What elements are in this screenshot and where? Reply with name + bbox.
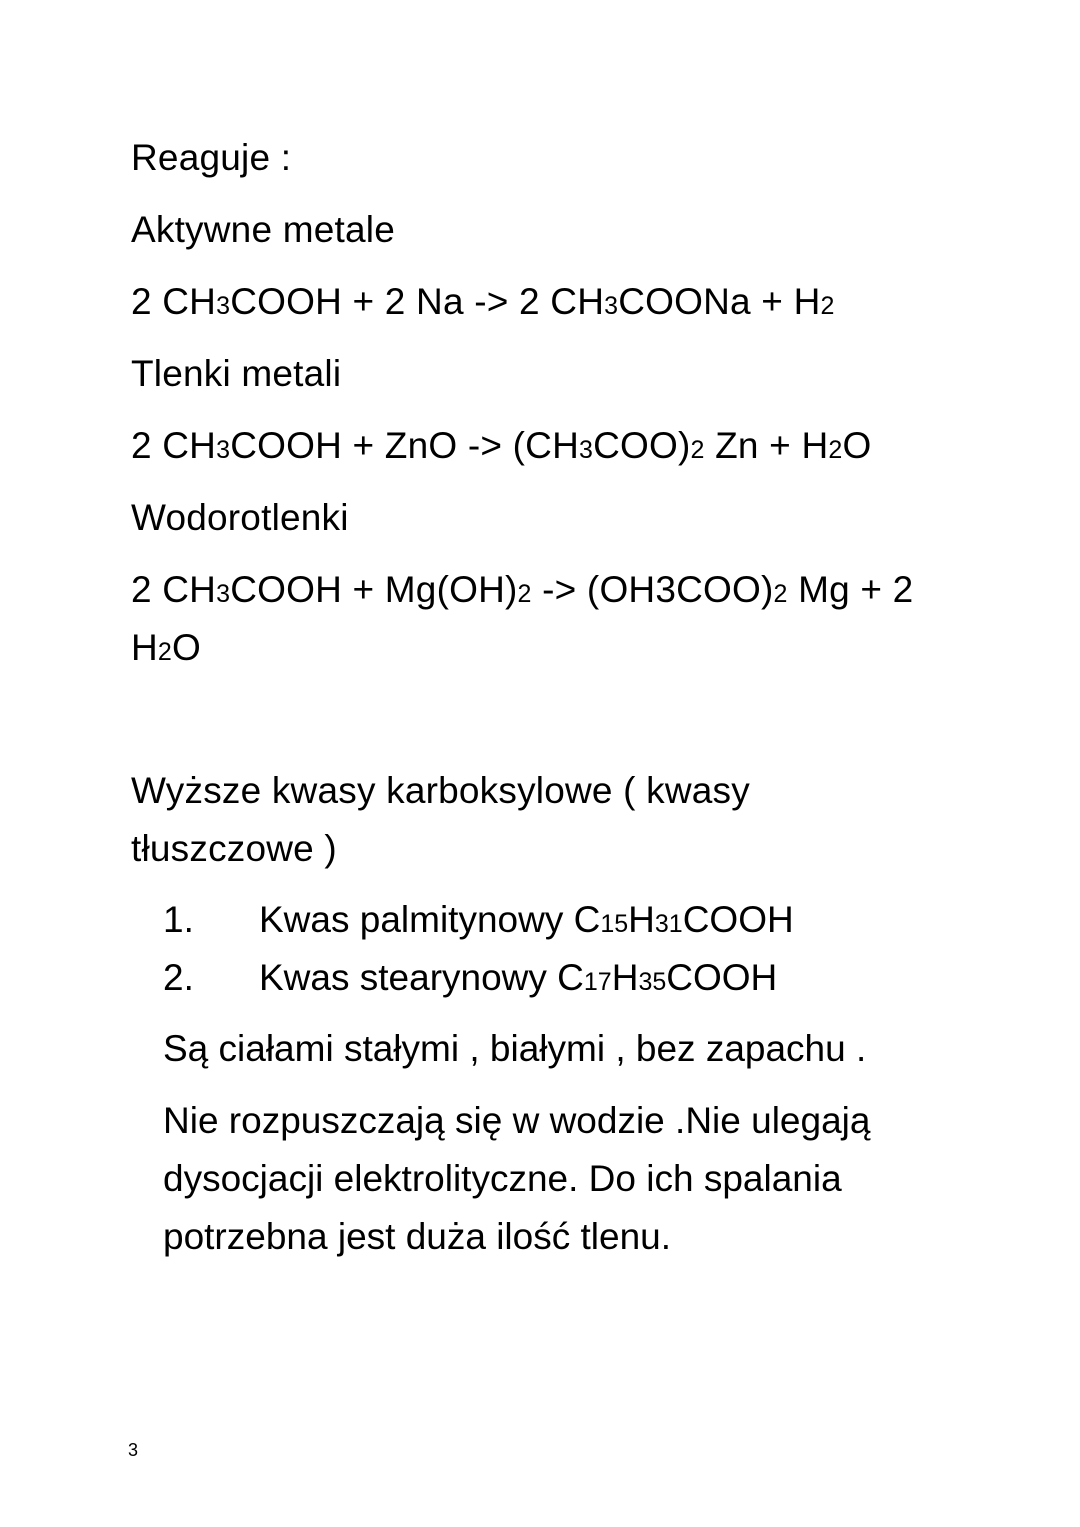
formula-text: COOH + Mg(OH) [230,569,518,610]
reactions-heading: Reaguje : [131,137,292,178]
list-item-number: 1. [163,899,194,940]
formula-text: 2 CH [131,281,217,322]
formula-text: COO) [593,425,691,466]
subscript-digit: 2 [820,292,835,320]
formula-text: O [172,627,202,668]
formula-text: COOH + ZnO -> (CH [230,425,579,466]
list-item-text [259,957,777,998]
formula-text: H [131,627,158,668]
solubility-text-line1: Nie rozpuszczają się w wodzie .Nie ulegają [163,1100,871,1141]
subscript-digit: 2 [773,580,788,608]
list-item [163,891,794,953]
fatty-acids-heading-line2: tłuszczowe ) [131,828,337,869]
subscript-digit: 2 [517,580,532,608]
subscript-digit: 3 [216,292,231,320]
properties-text: Są ciałami stałymi , białymi , bez zapachu . [163,1028,867,1069]
active-metals-label: Aktywne metale [131,209,395,250]
subscript-digit: 35 [638,968,667,996]
formula-text: 2 CH [131,425,217,466]
formula-text: COOH + 2 Na -> 2 CH [230,281,605,322]
formula-text: COOH [682,899,794,940]
subscript-digit: 3 [216,580,231,608]
formula-text: H [611,957,639,998]
hydroxides-equation-line1 [131,561,913,623]
subscript-digit: 15 [600,910,629,938]
active-metals-equation [131,273,835,335]
page-number: 3 [128,1440,139,1460]
formula-text: Kwas palmitynowy C [259,899,601,940]
subscript-digit: 3 [216,436,231,464]
subscript-digit: 31 [654,910,683,938]
subscript-digit: 3 [579,436,594,464]
formula-text: H [628,899,655,940]
formula-text: O [842,425,872,466]
solubility-text-line3: potrzebna jest duża ilość tlenu. [163,1216,672,1257]
list-item [163,949,777,1011]
list-item-text [259,899,794,940]
fatty-acids-heading-line1: Wyższe kwasy karboksylowe ( kwasy [131,770,750,811]
hydroxides-label: Wodorotlenki [131,497,349,538]
formula-text: COONa + H [618,281,821,322]
subscript-digit: 17 [583,968,612,996]
list-item-number: 2. [163,957,194,998]
formula-text: COOH [666,957,778,998]
subscript-digit: 2 [157,638,173,666]
formula-text: Zn + H [704,425,829,466]
formula-text: 2 CH [131,569,217,610]
formula-text: Kwas stearynowy C [259,957,584,998]
solubility-text-line2: dysocjacji elektrolityczne. Do ich spalania [163,1158,842,1199]
formula-text: -> (OH3COO) [531,569,774,610]
metal-oxides-label: Tlenki metali [131,353,342,394]
subscript-digit: 3 [604,292,619,320]
subscript-digit: 2 [690,436,705,464]
subscript-digit: 2 [828,436,843,464]
formula-text: Mg + 2 [787,569,914,610]
metal-oxides-equation [131,417,871,479]
hydroxides-equation-line2 [131,619,201,681]
